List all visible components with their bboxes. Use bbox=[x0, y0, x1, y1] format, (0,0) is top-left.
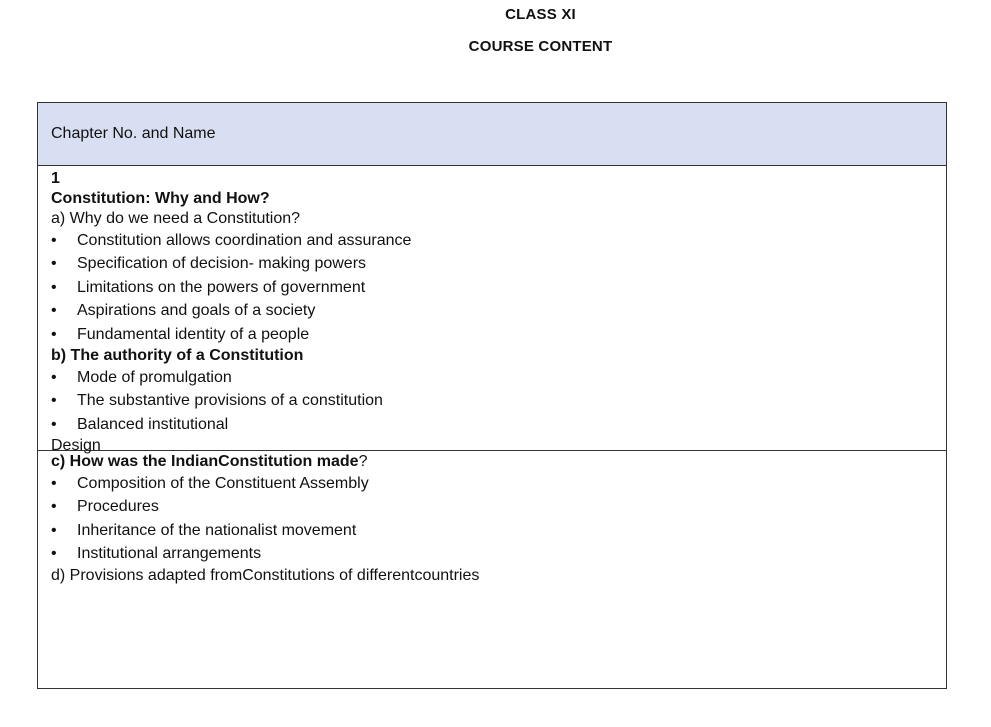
list-item: • Procedures bbox=[51, 495, 946, 518]
section-c-heading: c) How was the IndianConstitution made? bbox=[51, 453, 368, 470]
section-a-list bbox=[51, 229, 946, 346]
list-item: • Constitution allows coordination and assurance bbox=[51, 229, 946, 252]
list-item: • Specification of decision- making powers bbox=[51, 252, 946, 275]
bullet-icon: • bbox=[51, 368, 57, 386]
list-item: • Institutional arrangements bbox=[51, 542, 946, 565]
section-b-continuation: Design bbox=[51, 437, 101, 455]
list-item: • Balanced institutional bbox=[51, 413, 946, 436]
bullet-icon: • bbox=[51, 302, 57, 320]
chapter-title: Constitution: Why and How? bbox=[51, 190, 270, 207]
course-content-title: COURSE CONTENT bbox=[468, 38, 613, 55]
class-title: CLASS XI bbox=[505, 6, 576, 23]
section-b-list bbox=[51, 366, 946, 436]
list-item: • The substantive provisions of a constitution bbox=[51, 389, 946, 412]
list-item: • Mode of promulgation bbox=[51, 366, 946, 389]
bullet-icon: • bbox=[51, 392, 57, 410]
table-header bbox=[38, 103, 946, 166]
chapter-cell bbox=[38, 166, 946, 455]
list-item: • Inheritance of the nationalist movement bbox=[51, 519, 946, 542]
bullet-icon: • bbox=[51, 278, 57, 296]
bullet-icon: • bbox=[51, 325, 57, 343]
section-d-heading: d) Provisions adapted fromConstitutions of differentcountries bbox=[51, 566, 480, 584]
chapter-number: 1 bbox=[51, 170, 60, 187]
list-item: • Aspirations and goals of a society bbox=[51, 299, 946, 322]
section-a-heading: a) Why do we need a Constitution? bbox=[51, 210, 301, 227]
column-header-label: Chapter No. and Name bbox=[51, 125, 216, 142]
section-c-list bbox=[51, 472, 946, 566]
bullet-icon: • bbox=[51, 415, 57, 433]
bullet-icon: • bbox=[51, 475, 57, 492]
bullet-icon: • bbox=[51, 521, 57, 539]
bullet-icon: • bbox=[51, 498, 57, 516]
bullet-icon: • bbox=[51, 545, 57, 563]
chapter-cell-continued bbox=[38, 451, 946, 586]
list-item: • Composition of the Constituent Assembly bbox=[51, 472, 946, 495]
section-b-heading: b) The authority of a Constitution bbox=[51, 346, 304, 364]
list-item: • Fundamental identity of a people bbox=[51, 323, 946, 346]
course-table bbox=[37, 102, 947, 689]
list-item: • Limitations on the powers of government bbox=[51, 276, 946, 299]
bullet-icon: • bbox=[51, 232, 57, 249]
bullet-icon: • bbox=[51, 255, 57, 273]
